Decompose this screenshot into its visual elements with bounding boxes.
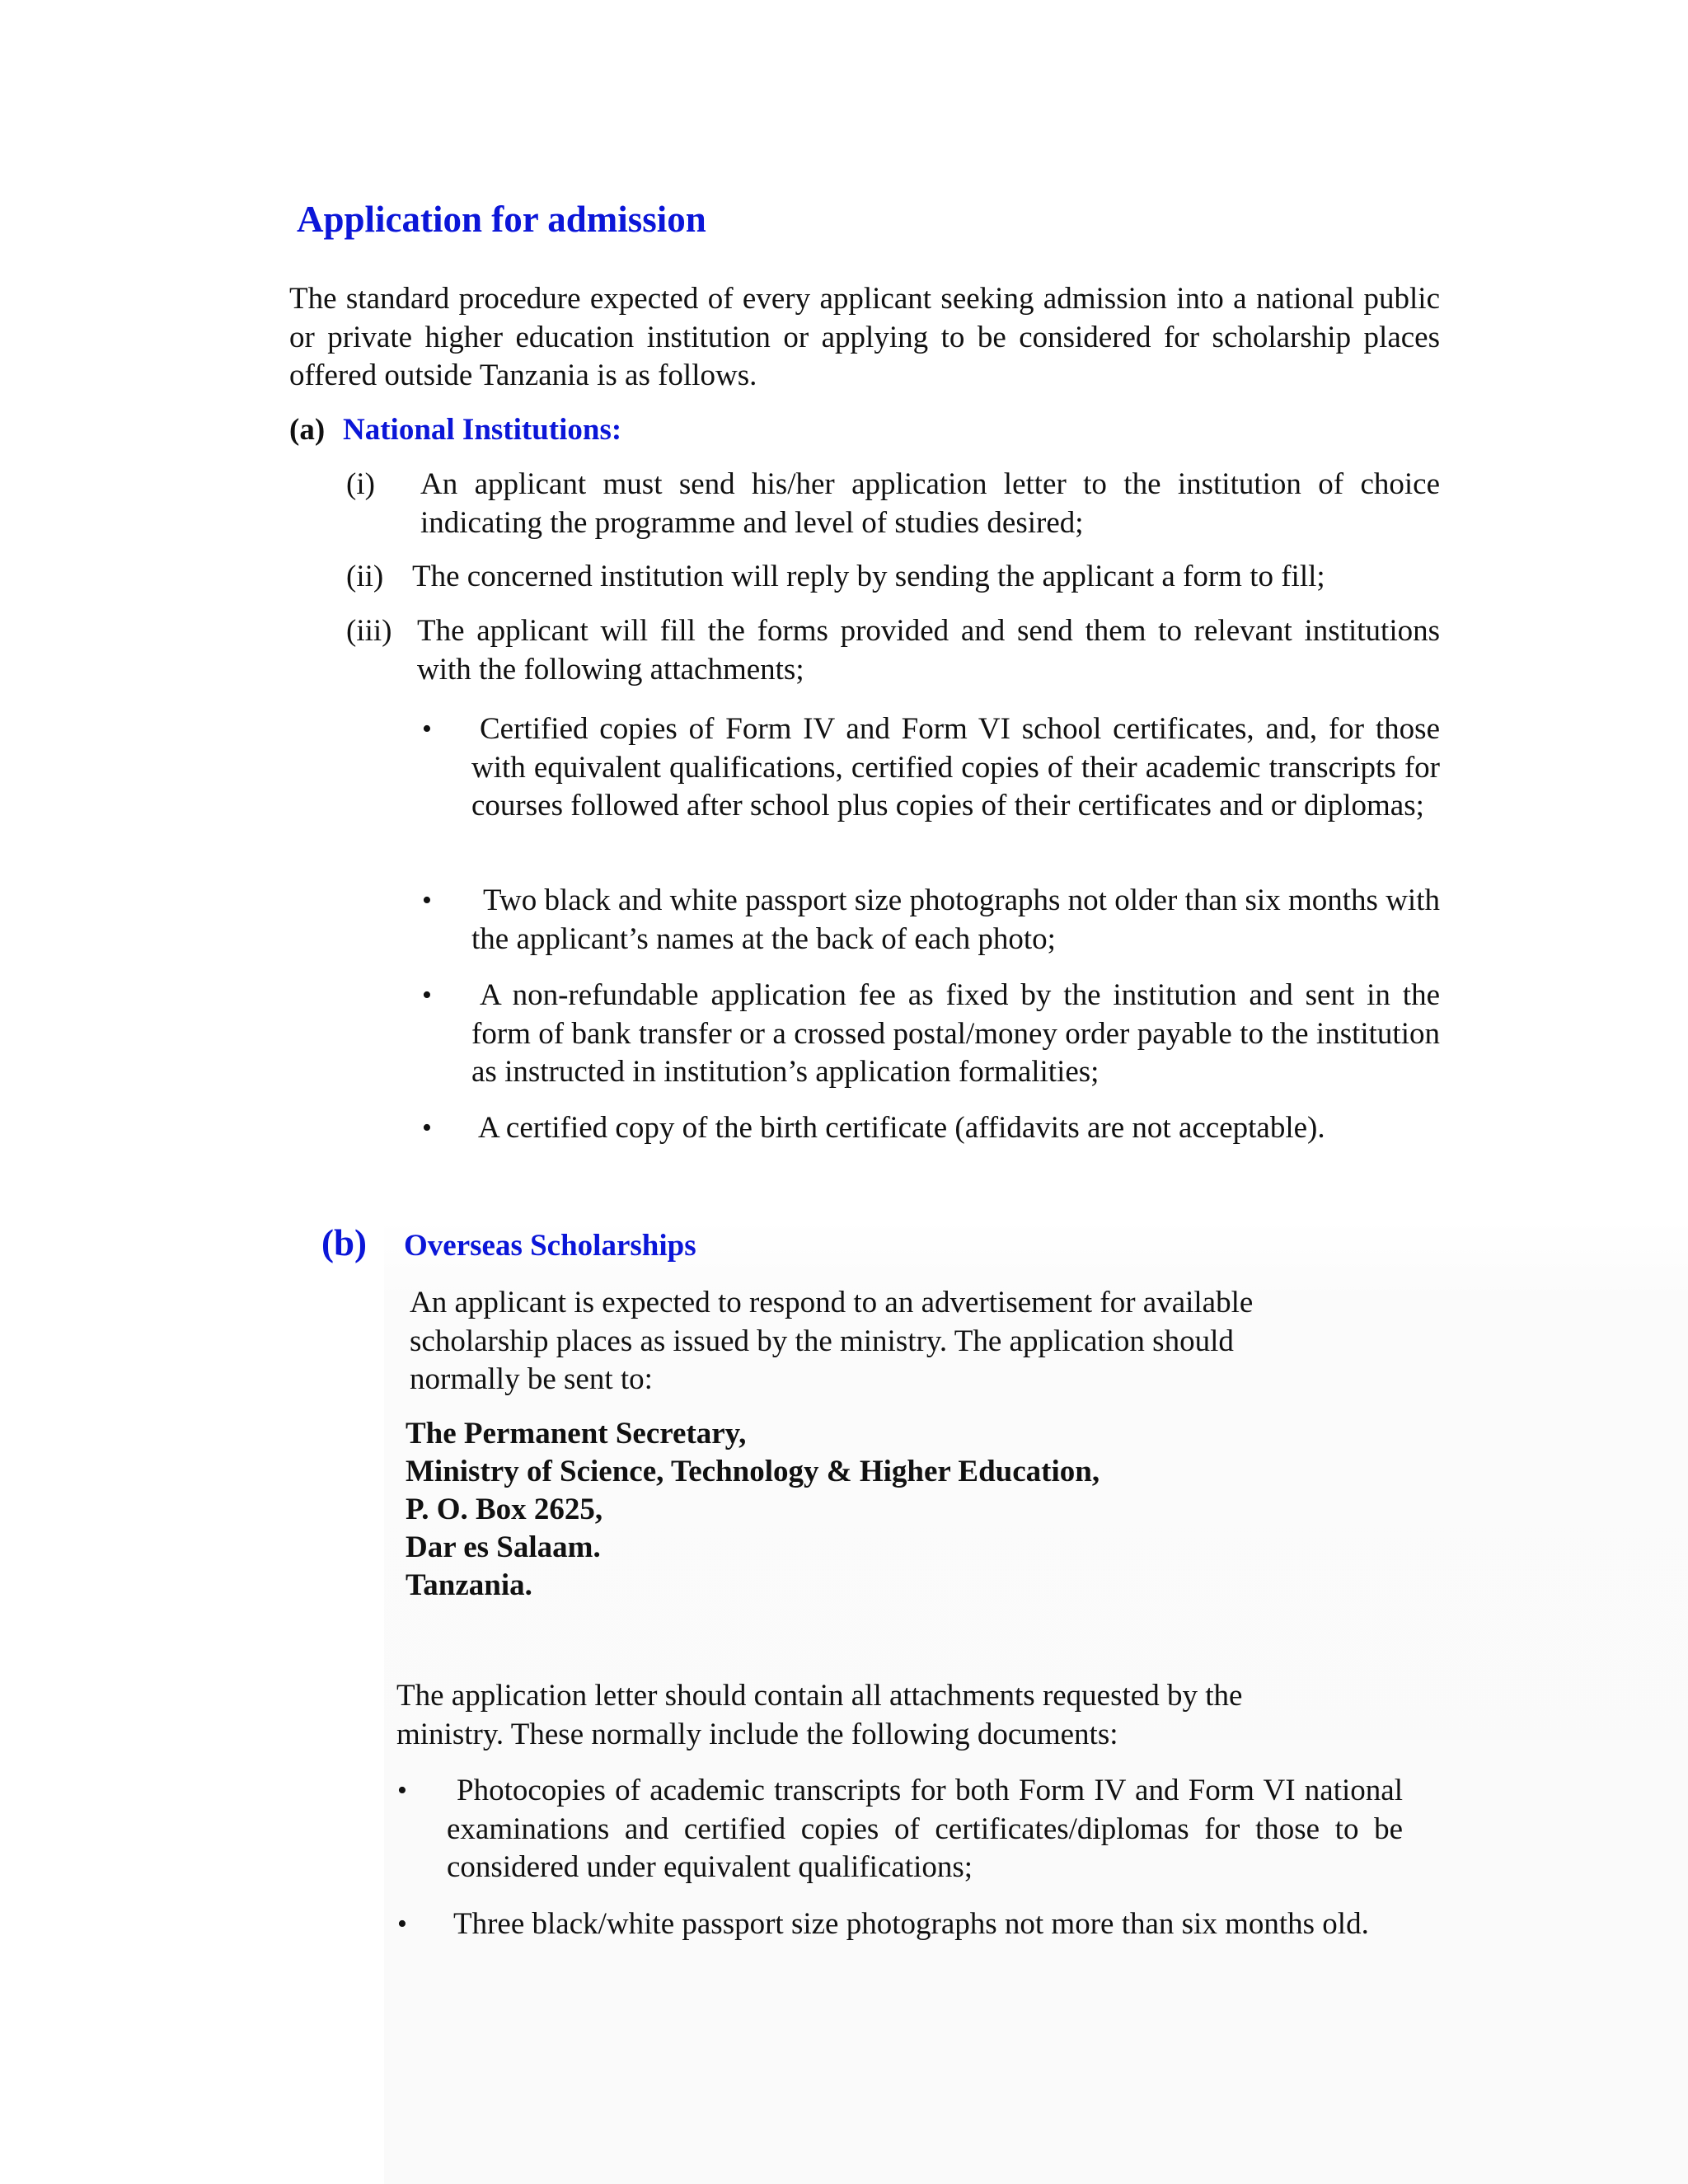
attachment-text: Two black and white passport size photographs not older than six months with the applicant’s names at the back of each photo; xyxy=(471,883,1440,956)
section-a-heading: National Institutions: xyxy=(343,413,622,447)
document-text: Photocopies of academic transcripts for both Form IV and Form VI national examinations and certified copies of certificates/diplomas for those to be considered under equivalent qualifications; xyxy=(447,1774,1403,1884)
bullet-icon: • xyxy=(422,714,432,744)
document-item xyxy=(447,1772,1403,1887)
address-block xyxy=(406,1415,1100,1605)
bullet-icon: • xyxy=(397,1909,407,1939)
step-number: (iii) xyxy=(346,614,392,648)
intro-paragraph: The standard procedure expected of every applicant seeking admission into a national public or private higher education institution or applying to be considered for scholarship places offered outside Tanzania is as follows. xyxy=(289,282,1440,392)
step-text: The concerned institution will reply by sending the applicant a form to fill; xyxy=(412,560,1325,593)
attachment-item xyxy=(471,882,1440,958)
section-a-marker: (a) xyxy=(289,413,326,447)
bullet-icon: • xyxy=(422,1113,432,1143)
section-b-heading: Overseas Scholarships xyxy=(404,1229,696,1263)
letter-note: The application letter should contain all attachments requested by the ministry. These normally include the following documents: xyxy=(396,1679,1243,1751)
attachment-item xyxy=(471,977,1440,1092)
step-number: (ii) xyxy=(346,560,384,593)
step-text: The applicant will fill the forms provided and send them to relevant institutions with the following attachments; xyxy=(417,614,1440,687)
address-line: Dar es Salaam. xyxy=(406,1530,601,1564)
page-title: Application for admission xyxy=(297,199,706,240)
step-number: (i) xyxy=(346,467,375,501)
bullet-icon: • xyxy=(397,1775,407,1806)
attachment-item xyxy=(471,710,1440,826)
address-line: Ministry of Science, Technology & Higher Education, xyxy=(406,1455,1100,1488)
attachment-text: A non-refundable application fee as fixed by the institution and sent in the form of bank transfer or a crossed postal/money order payable to the institution as instructed in institution’s application formalities; xyxy=(471,978,1440,1089)
document-item xyxy=(447,1905,1403,1944)
document-text: Three black/white passport size photographs not more than six months old. xyxy=(453,1907,1369,1941)
section-b-intro: An applicant is expected to respond to an advertisement for available scholarship places as issued by the ministry. The application should normally be sent to: xyxy=(410,1286,1254,1396)
address-line: P. O. Box 2625, xyxy=(406,1493,603,1526)
address-line: The Permanent Secretary, xyxy=(406,1417,747,1451)
step-text xyxy=(420,466,1440,542)
bullet-icon: • xyxy=(422,885,432,916)
attachment-text: Certified copies of Form IV and Form VI school certificates, and, for those with equivalent qualifications, certified copies of their academic transcripts for courses followed after school plus copies of their certificates and or diplomas; xyxy=(471,712,1440,823)
attachment-item: A certified copy of the birth certificate (affidavits are not acceptable). xyxy=(478,1111,1325,1145)
address-line: Tanzania. xyxy=(406,1568,532,1602)
section-b-marker: (b) xyxy=(321,1222,367,1263)
bullet-icon: • xyxy=(422,980,432,1010)
step-text-content: An applicant must send his/her application letter to the institution of choice indicating the programme and level of studies desired; xyxy=(420,467,1440,540)
